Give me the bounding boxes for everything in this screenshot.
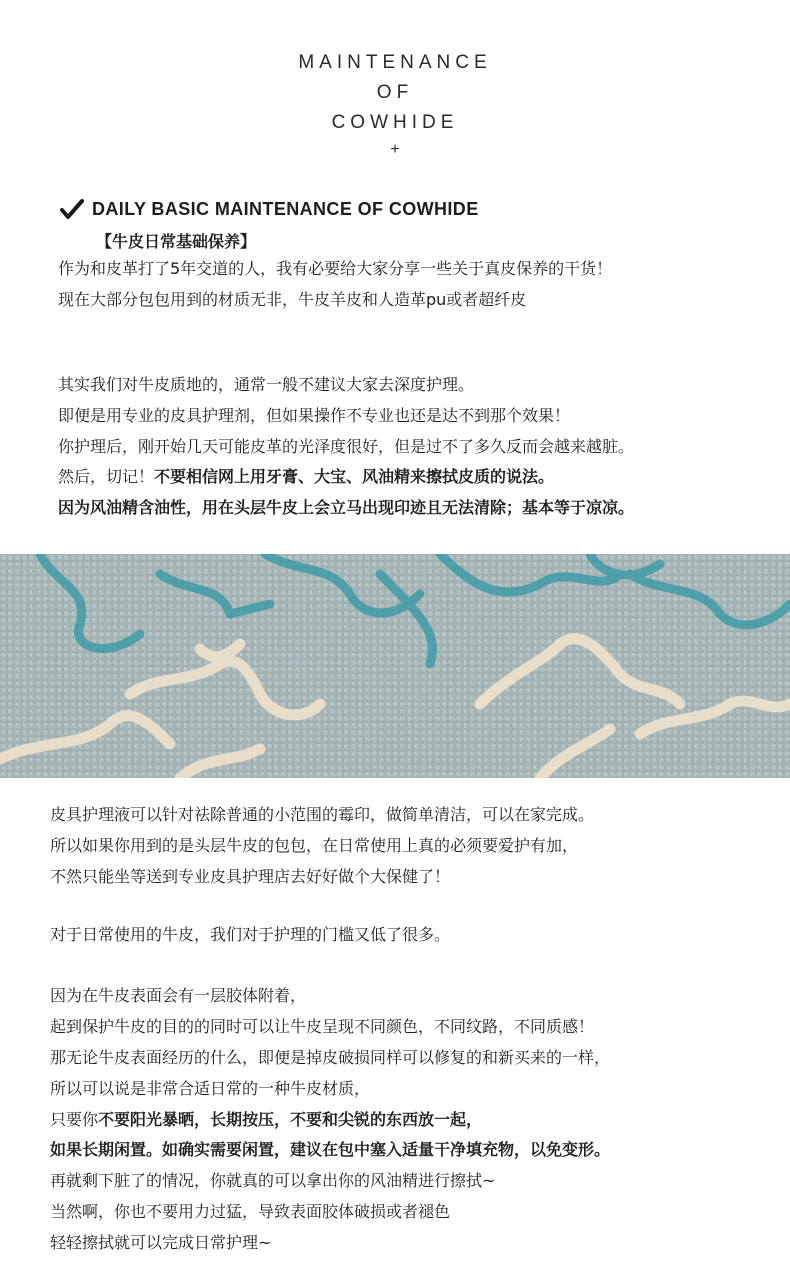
paragraph-line: 当然啊，你也不要用力过猛，导致表面胶体破损或者褪色 xyxy=(50,1202,451,1222)
intro-line: 现在大部分包包用到的材质无非，牛皮羊皮和人造革pu或者超纤皮 xyxy=(58,289,527,309)
leather-texture-image xyxy=(0,554,790,778)
header-plus: + xyxy=(390,141,400,158)
paragraph-line xyxy=(50,1105,610,1136)
intro-line: 作为和皮革打了5年交道的人，我有必要给大家分享一些关于真皮保养的干货！ xyxy=(58,259,613,278)
section-title xyxy=(60,196,479,222)
daily-care-paragraph xyxy=(50,981,610,1259)
paragraph-line xyxy=(50,1135,610,1166)
line-text: 然后，切记！ xyxy=(58,467,155,487)
header-line-of: OF xyxy=(376,82,414,103)
paragraph-line: 其实我们对牛皮质地的，通常一般不建议大家去深度护理。 xyxy=(58,375,475,394)
paragraph-line xyxy=(58,493,634,524)
paragraph-line: 即便是用专业的皮具护理剂，但如果操作不专业也还是达不到那个效果！ xyxy=(58,405,571,425)
page-header xyxy=(0,48,790,162)
bold-tip: 不要阳光暴晒，长期按压，不要和尖锐的东西放一起， xyxy=(98,1109,483,1129)
checkmark-icon xyxy=(60,198,84,220)
paragraph-line: 所以可以说是非常合适日常的一种牛皮材质， xyxy=(50,1078,371,1098)
bold-warning: 不要相信网上用牙膏、大宝、风油精来擦拭皮质的说法。 xyxy=(154,467,555,487)
paragraph-line: 轻轻擦拭就可以完成日常护理~ xyxy=(50,1233,272,1253)
care-solution-paragraph xyxy=(50,799,594,892)
paragraph-line: 所以如果你用到的是头层牛皮的包包，在日常使用上真的必须要爱护有加， xyxy=(50,836,579,855)
header-line-cowhide: COWHIDE xyxy=(331,112,459,133)
line-text: 只要你 xyxy=(50,1109,99,1129)
paragraph-line: 再就剩下脏了的情况，你就真的可以拿出你的风油精进行擦拭~ xyxy=(50,1171,496,1191)
bold-warning: 因为风油精含油性，用在头层牛皮上会立马出现印迹且无法清除；基本等于凉凉。 xyxy=(58,498,635,518)
paragraph-line: 你护理后，刚开始几天可能皮革的光泽度很好，但是过不了多久反而会越来越脏。 xyxy=(58,436,635,456)
paragraph-line: 对于日常使用的牛皮，我们对于护理的门槛又低了很多。 xyxy=(50,925,451,944)
paragraph-line: 不然只能坐等送到专业皮具护理店去好好做个大保健了！ xyxy=(50,867,451,886)
section-title-text: DAILY BASIC MAINTENANCE OF COWHIDE xyxy=(92,198,479,219)
paragraph-line: 因为在牛皮表面会有一层胶体附着， xyxy=(50,986,307,1005)
header-line-maintenance: MAINTENANCE xyxy=(298,52,492,73)
paragraph-line: 皮具护理液可以针对祛除普通的小范围的霉印，做简单清洁，可以在家完成。 xyxy=(50,805,595,824)
paragraph-line: 那无论牛皮表面经历的什么，即便是掉皮破损同样可以修复的和新买来的一样， xyxy=(50,1047,611,1067)
bold-tip: 如果长期闲置。如确实需要闲置，建议在包中塞入适量干净填充物，以免变形。 xyxy=(50,1140,611,1160)
paragraph-line xyxy=(58,462,634,493)
intro-paragraph xyxy=(58,254,612,316)
threshold-paragraph xyxy=(50,920,450,951)
care-warning-paragraph xyxy=(58,370,634,524)
section-subtitle: 【牛皮日常基础保养】 xyxy=(96,232,257,251)
paragraph-line: 起到保护牛皮的目的的同时可以让牛皮呈现不同颜色，不同纹路，不同质感！ xyxy=(50,1016,595,1036)
